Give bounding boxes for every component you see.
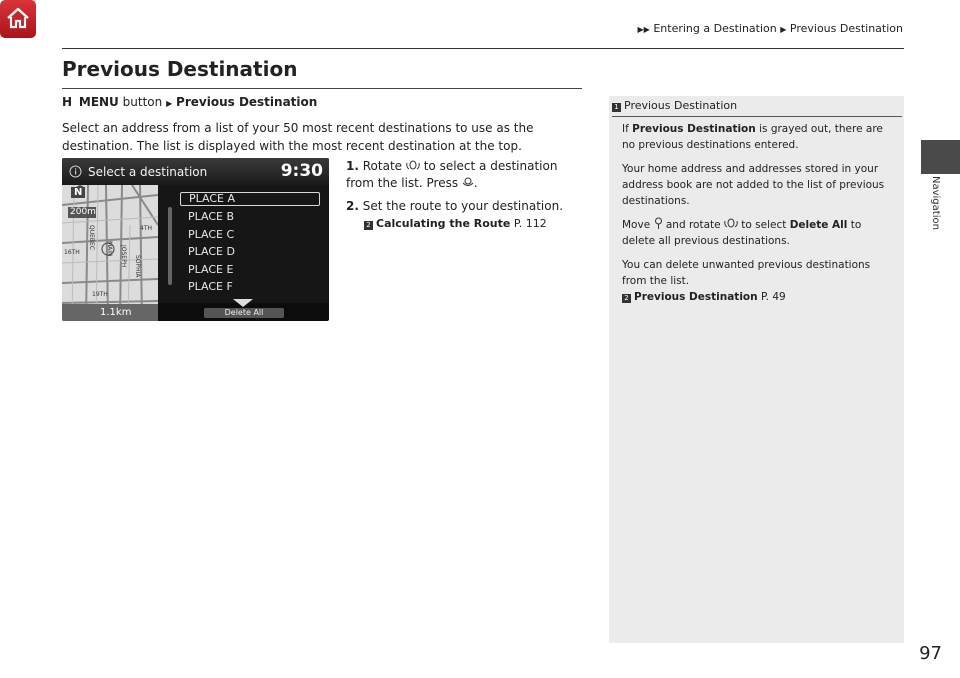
- note-text: If: [622, 123, 629, 135]
- street-label: 16TH: [64, 249, 80, 256]
- scroll-down-icon: [233, 299, 253, 307]
- header-divider: [62, 48, 904, 49]
- screen-title: Select a destination: [88, 165, 208, 179]
- note-paragraph: [622, 217, 894, 249]
- list-item-place-a[interactable]: PLACE A: [180, 192, 320, 206]
- list-item-place-d[interactable]: PLACE D: [188, 245, 235, 258]
- note-icon: 1: [612, 103, 621, 112]
- note-paragraph: Your home address and addresses stored in your address book are not added to the list of previous destinations.: [622, 163, 885, 207]
- street-label: SOPHIA: [134, 255, 141, 278]
- street-label: 4TH: [140, 225, 152, 232]
- page-number: 97: [919, 643, 942, 664]
- breadcrumb-item-entering-destination[interactable]: Entering a Destination: [653, 22, 777, 35]
- note-term: Delete All: [789, 219, 848, 231]
- step-text: Set the route to your destination.: [362, 199, 564, 213]
- xref-previous-destination[interactable]: [622, 289, 894, 305]
- section-tab[interactable]: [921, 140, 960, 174]
- step-text: to select a destination from the list. Press: [346, 159, 558, 190]
- note-heading: [612, 99, 737, 112]
- note-paragraph: [622, 121, 894, 153]
- section-label: Navigation: [930, 176, 941, 230]
- step-2: [346, 198, 586, 215]
- title-divider: [62, 88, 582, 89]
- xref-arrow-icon: 2: [364, 221, 373, 230]
- note-text: to select: [741, 219, 787, 231]
- street-label: 19TH: [92, 291, 108, 298]
- menu-key: MENU: [78, 95, 119, 109]
- xref-page: P. 112: [513, 217, 547, 230]
- menu-path: [62, 95, 317, 109]
- nav-screen-illustration: [62, 158, 329, 321]
- destination-list: [158, 185, 329, 303]
- menu-target: Previous Destination: [176, 95, 318, 109]
- xref-label: Calculating the Route: [376, 217, 511, 230]
- interface-dial-rotate-icon: [406, 159, 420, 171]
- step-number: 1.: [346, 159, 359, 173]
- info-icon: [69, 165, 82, 178]
- note-text: Move: [622, 219, 651, 231]
- breadcrumb: [638, 22, 903, 35]
- home-button[interactable]: [0, 0, 36, 38]
- note-text: is grayed out, there are no previous destinations entered.: [622, 123, 883, 151]
- interface-dial-move-icon: [654, 217, 663, 229]
- map-scale-label: 200m: [70, 207, 96, 217]
- breadcrumb-item-previous-destination[interactable]: Previous Destination: [789, 22, 903, 35]
- home-hardware-button-icon: H: [62, 95, 73, 109]
- breadcrumb-arrow-icon: ▶▶: [637, 25, 650, 34]
- note-divider: [612, 116, 902, 117]
- steps: [346, 158, 586, 232]
- street-label: QUEBEC: [88, 225, 95, 251]
- home-icon: [6, 7, 30, 29]
- note-text: to delete all previous destinations.: [622, 219, 862, 247]
- list-item-place-e[interactable]: PLACE E: [188, 263, 234, 276]
- map-footer: 1.1km: [62, 304, 158, 321]
- step-number: 2.: [346, 199, 359, 213]
- xref-calculating-route[interactable]: [346, 215, 586, 232]
- menu-arrow-icon: ▶: [166, 99, 173, 108]
- xref-arrow-icon: 2: [622, 294, 631, 303]
- note-heading-text: Previous Destination: [624, 99, 738, 112]
- interface-dial-press-icon: [462, 176, 474, 188]
- map-view: [62, 185, 158, 321]
- list-scrollbar[interactable]: [168, 207, 172, 285]
- list-item-place-c[interactable]: PLACE C: [188, 228, 235, 241]
- interface-dial-rotate-icon: [724, 217, 738, 229]
- menu-word: button: [122, 95, 163, 109]
- street-label: JOSEPH: [120, 245, 127, 268]
- list-item-place-f[interactable]: PLACE F: [188, 280, 233, 293]
- step-1: [346, 158, 586, 192]
- north-arrow-icon: N: [71, 187, 85, 198]
- xref-label: Previous Destination: [634, 291, 758, 303]
- breadcrumb-arrow-icon: ▶: [780, 25, 787, 34]
- step-text: Rotate: [362, 159, 403, 173]
- xref-page: P. 49: [760, 291, 786, 303]
- note-text: and rotate: [665, 219, 721, 231]
- note-term: Previous Destination: [632, 123, 756, 135]
- intro-paragraph: Select an address from a list of your 50 most recent destinations to use as the destination. The list is displayed with the most recent destination at the top.: [62, 121, 534, 153]
- step-text: .: [473, 176, 478, 190]
- delete-all-button[interactable]: Delete All: [204, 308, 284, 318]
- street-label: MAIN: [106, 241, 113, 257]
- note-body: [622, 121, 894, 305]
- screen-clock: 9:30: [280, 161, 323, 181]
- list-item-place-b[interactable]: PLACE B: [188, 210, 235, 223]
- page-title: Previous Destination: [62, 57, 298, 81]
- note-paragraph: You can delete unwanted previous destinations from the list.: [622, 259, 871, 287]
- screen-header: [62, 158, 329, 185]
